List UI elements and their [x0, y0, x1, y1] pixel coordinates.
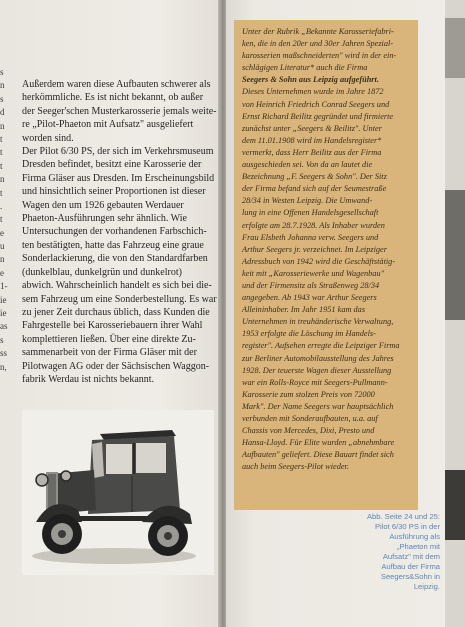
sidebar-line: register". Aufsehen erregte die Leipziger Firma [242, 341, 400, 351]
caption-line: Pilot 6/30 PS in der [374, 522, 440, 531]
caption-line: Seegers&Sohn in [380, 572, 440, 581]
margin-fragment: ie [0, 294, 7, 305]
margin-fragment: n, [0, 361, 7, 372]
sidebar-line: zunächst unter „Seegers & Beilitz". Unter [242, 123, 382, 133]
body-line: worden sind. [22, 132, 74, 144]
sidebar-line: Unter der Rubrik „Bekannte Karosseriefabri- [242, 27, 394, 36]
margin-fragment: ie [0, 308, 7, 319]
caption-line: Leipzig. [413, 582, 440, 591]
body-line: Untersuchungen der vorhandenen Farbschich- [22, 226, 207, 238]
body-line: abwich. Wahrscheinlich handelt es sich bei die- [22, 280, 212, 292]
paragraph-1 [22, 78, 218, 145]
sidebar-line: karosserien maßschneiderten" wird in der ein- [242, 51, 397, 61]
right-page [226, 0, 465, 627]
body-line: Fahrgestelle bei Karosseriebauern ihrer Wahl [22, 320, 203, 332]
sidebar-line: Chassis von Mercedes, Dixi, Presto und [242, 426, 375, 436]
sidebar-line: war ein Rolls-Royce mit Seegers-Pullmann- [242, 377, 388, 387]
body-line: (dunkelblau, dunkelgrün und dunkelrot) [22, 266, 182, 278]
margin-fragment: t [0, 133, 3, 144]
margin-fragment: 1- [0, 281, 8, 292]
sidebar-line: 1928. Der teuerste Wagen dieser Ausstellung [242, 365, 392, 375]
left-page [0, 0, 222, 627]
margin-fragment: t [0, 147, 3, 158]
left-margin-fragments [0, 66, 14, 374]
body-line: sammenarbeit von der Firma Gläser mit der [22, 347, 197, 359]
sidebar-line: ausgeschieden sei. Von da an lautet die [242, 160, 373, 170]
body-line: sem Fahrzeug um eine Sonderbestellung. Es war [22, 293, 217, 305]
body-line: herkömmliche. Es ist nicht bekannt, ob außer [22, 92, 204, 104]
sidebar-line: Mark". Der Name Seegers war hauptsächlich [242, 401, 394, 411]
sidebar-line: und der Firmensitz als Straßenweg 28/34 [242, 280, 380, 290]
margin-fragment: s [0, 67, 4, 77]
sidebar-line: Ernst Richard Beilitz gegründet und firmierte [242, 111, 394, 121]
margin-fragment: . [0, 200, 3, 211]
body-line: komplettieren ließen. Über eine direkte Zu- [22, 333, 196, 345]
margin-fragment: e [0, 227, 4, 238]
body-line: re „Pilot-Phaeton mit Aufsatz" ausgeliefert [22, 119, 194, 131]
body-line: fabrik Werdau ist nichts bekannt. [22, 373, 155, 385]
adjacent-page-strip [445, 0, 465, 627]
margin-fragment: n [0, 174, 5, 185]
sidebar-line: keit mit „Karosseriewerke und Wagenbau" [242, 268, 385, 278]
sidebar-line: Karosserie zum stolzen Preis von 72000 [242, 389, 375, 399]
sidebar-line: verbunden mit Sonderaufbauten, u.a. auf [242, 414, 378, 423]
caption-line: Ausführung als [389, 532, 440, 541]
sidebar-line: vermerkt, dass Herr Beilitz aus der Firma [242, 147, 382, 157]
body-line: der Seeger'schen Musterkarosserie jemals weite- [22, 105, 217, 117]
paragraph-2 [22, 145, 218, 386]
body-line: Wagen den um 1926 gebauten Werdauer [22, 199, 184, 211]
caption-line: Aufsatz" mit dem [382, 552, 440, 561]
vintage-car-image [22, 410, 214, 575]
body-line: ten bestätigten, hatte das Fahrzeug eine graue [22, 239, 204, 251]
margin-fragment: n [0, 120, 5, 131]
sidebar-line: der Firma befand sich auf der Seumestraße [242, 184, 387, 194]
sidebar-line: Aufbauten" geliefert. Diese Bauart findet sich [242, 450, 394, 460]
margin-fragment: u [0, 241, 5, 252]
body-line: Dresden befindet, besitzt eine Karosserie der [22, 159, 202, 171]
sidebar-line: Arthur Seegers jr. verzeichnet. Im Leipziger [242, 244, 387, 254]
margin-fragment: ss [0, 348, 8, 359]
figure-caption [344, 512, 440, 592]
sidebar-line: schlägigen Literatur* auch die Firma [242, 63, 368, 73]
margin-fragment: e [0, 267, 4, 278]
sidebar-line: von Heinrich Friedrich Conrad Seegers und [242, 99, 390, 109]
car-photo [22, 410, 214, 575]
sidebar-text [242, 26, 411, 473]
sidebar-line: 1953 erfolgte die Löschung im Handels- [242, 329, 376, 339]
sidebar-line: Hansa-Lloyd. Für Elite wurden „abnehmbare [242, 438, 395, 448]
margin-fragment: as [0, 321, 8, 332]
sidebar-line: 28/34 in Westen Leipzig. Die Umwand- [242, 196, 373, 206]
margin-fragment: n [0, 254, 5, 265]
caption-line: Abb. Seite 24 und 25: [366, 512, 440, 521]
sidebar-line: Seegers & Sohn aus Leipzig aufgeführt. [242, 75, 379, 85]
sidebar-line: Frau Elsbeth Johanna verw. Seegers und [242, 232, 379, 242]
sidebar-box [234, 20, 418, 510]
body-line: Sonderlackierung, die von den Standardfarben [22, 253, 208, 265]
sidebar-line: angegeben. Ab 1943 war Arthur Seegers [242, 293, 377, 303]
caption-line: „Phaeton mit [396, 542, 440, 551]
left-body-text [22, 78, 218, 386]
sidebar-line: Bezeichnung „F. Seegers & Sohn". Der Sitz [242, 172, 387, 182]
margin-fragment: t [0, 187, 3, 198]
sidebar-line: ken, die in den 20er und 30er Jahren Spezial- [242, 39, 394, 49]
margin-fragment: d [0, 107, 5, 118]
sidebar-line: zur Berliner Automobilausstellung des Jahres [242, 353, 394, 363]
margin-fragment: s [0, 334, 4, 345]
sidebar-line: lung in eine Offenen Handelsgesellschaft [242, 208, 379, 218]
sidebar-line: erfolgte am 28.7.1928. Als Inhaber wurden [242, 220, 385, 230]
sidebar-line: dem 11.01.1908 wird im Handelsregister* [242, 135, 382, 145]
margin-fragment: n [0, 80, 5, 91]
sidebar-line: auch beim Seegers-Pilot wieder. [242, 462, 349, 472]
margin-fragment: t [0, 214, 3, 225]
body-line: zu jener Zeit durchaus üblich, dass Kunden die [22, 306, 210, 318]
margin-fragment: t [0, 160, 3, 171]
body-line: und hinsichtlich seiner Proportionen ist dieser [22, 186, 206, 198]
sidebar-line: Alleininhaber. Im Jahr 1951 kam das [242, 305, 366, 315]
caption-line: Aufbau der Firma [381, 562, 440, 571]
sidebar-line: Adressbuch von 1942 wird die Geschäftstätig- [242, 256, 396, 266]
margin-fragment: s [0, 93, 4, 104]
body-line: Der Pilot 6/30 PS, der sich im Verkehrsmuseum [22, 146, 214, 158]
body-line: Phaeton-Ausführungen sehr ähnlich. Wie [22, 213, 187, 225]
body-line: Firma Gläser aus Dresden. Im Erscheinungsbild [22, 172, 215, 184]
sidebar-line: Unternehmen in treuhänderische Verwaltung, [242, 317, 394, 327]
body-line: Außerdem waren diese Aufbauten schwerer als [22, 79, 211, 90]
sidebar-line: Dieses Unternehmen wurde im Jahre 1872 [242, 87, 384, 97]
body-line: Pilotwagen AG oder der Sächsischen Waggon- [22, 360, 210, 372]
